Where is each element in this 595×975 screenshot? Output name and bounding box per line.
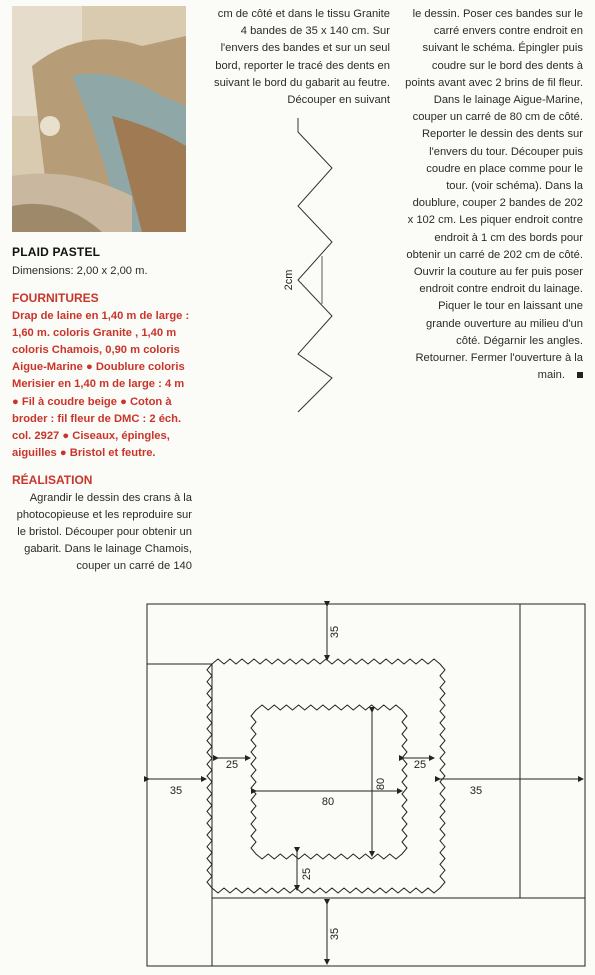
- fournitures-text: Drap de laine en 1,40 m de large : 1,60 m. coloris Granite , 1,40 m coloris Chamois, 0,90 m coloris Aigue-Marine ● Doublure coloris Merisier en 1,40 m de large : 4 m ● Fil à coudre beige ● Coton à broder : fil fleur de DMC : 2 éch. col. 2927 ● Ciseaux, épingles, aiguilles ● Bristol et feutre.: [12, 309, 190, 460]
- column-middle: [212, 6, 390, 109]
- realisation-text-col1: Agrandir le dessin des crans à la photocopieuse et les reproduire sur le bristol. Découper pour obtenir un gabarit. Dans le lainage Chamois, couper un carré de 140: [16, 491, 192, 573]
- label-width: 80: [321, 796, 335, 808]
- assembly-diagram: [140, 598, 590, 970]
- column-left: [12, 244, 192, 576]
- fournitures-heading: FOURNITURES: [12, 291, 99, 306]
- zigzag-label: 2cm: [283, 269, 295, 291]
- plaid-dimensions: Dimensions: 2,00 x 2,00 m.: [12, 265, 148, 278]
- label-inner-bottom: 25: [301, 867, 313, 881]
- column-right: [405, 6, 583, 384]
- label-left: 35: [169, 785, 183, 797]
- realisation-text-col3: le dessin. Poser ces bandes sur le carré envers contre endroit en suivant le schéma. Épingler puis coudre sur le bord des dents à points avant avec 2 brins de fil fleur. Dans le lainage Aigue-Marine, couper un carré de 80 cm de côté. Reporter le dessin des dents sur l'envers du tour. Découper puis coudre en place comme pour le tour. (voir schéma). Dans la doublure, couper 2 bandes de 202 x 102 cm. Les piquer endroit contre endroit à 1 cm des bords pour obtenir un carré de 202 cm de côté. Ouvrir la couture au fer puis poser endroit contre endroit du lainage. Piquer le tour en laissant une grande ouverture au milieu d'un côté. Dégarnir les angles. Retourner. Fermer l'ouverture à la main.: [405, 8, 583, 382]
- label-height: 80: [375, 777, 387, 791]
- label-right: 35: [469, 785, 483, 797]
- plaid-title: PLAID PASTEL: [12, 245, 101, 259]
- outer-square: [147, 604, 585, 966]
- label-bottom: 35: [329, 927, 341, 941]
- label-top: 35: [329, 625, 341, 639]
- end-mark: [577, 372, 583, 378]
- label-inner-left: 25: [225, 759, 239, 771]
- realisation-heading: RÉALISATION: [12, 473, 93, 488]
- realisation-text-col2: cm de côté et dans le tissu Granite 4 bandes de 35 x 140 cm. Sur l'envers des bandes et sur un seul bord, reporter le tracé des dents en suivant le bord du gabarit au feutre. Découper en suivant: [213, 8, 390, 107]
- middle-zigzag-frame: [207, 659, 445, 893]
- plaid-photo: [12, 6, 186, 232]
- label-inner-right: 25: [413, 759, 427, 771]
- zigzag-template: [260, 118, 340, 418]
